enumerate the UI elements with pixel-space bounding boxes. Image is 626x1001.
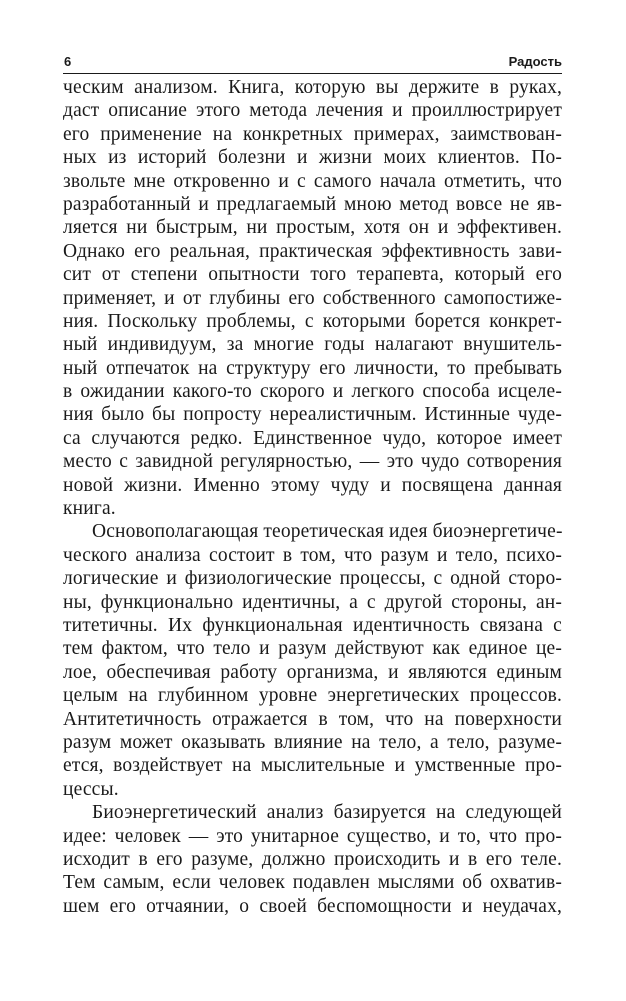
- header-rule: [63, 73, 562, 74]
- text-line: лое, обеспечивая работу организма, и являются единым: [63, 661, 562, 683]
- text-line: ный индивидуум, за многие годы налагают внушитель-: [63, 334, 562, 356]
- text-line: са случаются редко. Единственное чудо, которое имеет: [63, 427, 562, 449]
- text-line: место с завидной регулярностью, — это чудо сотворения: [63, 451, 562, 473]
- text-line: Антитетичность отражается в том, что на поверхности: [63, 708, 562, 730]
- text-line: цессы.: [63, 778, 119, 800]
- text-line: применяет, и от глубины его собственного самопостиже-: [63, 287, 562, 309]
- text-line: исходит в его разуме, должно происходить и в его теле.: [63, 848, 562, 870]
- text-line: сит от степени опытности того терапевта, который его: [63, 264, 562, 286]
- text-line: даст описание этого метода лечения и проиллюстрирует: [63, 100, 562, 122]
- text-line: звольте мне откровенно и с самого начала отметить, что: [63, 170, 562, 192]
- text-line: логические и физиологические процессы, с одной сторо-: [63, 568, 562, 590]
- text-line: Тем самым, если человек подавлен мыслями об охватив-: [63, 872, 562, 894]
- text-line: идее: человек — это унитарное существо, и то, что про-: [63, 825, 562, 847]
- page-number: 6: [64, 54, 72, 69]
- text-line: Основополагающая теоретическая идея биоэнергетиче-: [92, 521, 563, 543]
- text-line: разработанный и предлагаемый мною метод вовсе не яв-: [63, 193, 562, 215]
- text-line: книга.: [63, 498, 116, 520]
- text-line: ческого анализа состоит в том, что разум и тело, психо-: [63, 544, 562, 566]
- text-line: ния было бы попросту нереалистичным. Истинные чуде-: [63, 404, 562, 426]
- text-line: разум может оказывать влияние на тело, а тело, разуме-: [63, 731, 562, 753]
- text-line: ный отпечаток на структуру его личности, то пребывать: [63, 357, 562, 379]
- book-page: [63, 0, 562, 1001]
- body-text: [63, 76, 562, 918]
- running-head: [63, 54, 562, 72]
- text-line: ния. Поскольку проблемы, с которыми борется конкрет-: [63, 310, 562, 332]
- text-line: ческим анализом. Книга, которую вы держите в руках,: [63, 77, 562, 98]
- text-line: тем фактом, что тело и разум действуют как единое це-: [63, 638, 562, 660]
- text-line: шем его отчаянии, о своей беспомощности и неудачах,: [63, 895, 562, 917]
- text-line: новой жизни. Именно этому чуду и посвящена данная: [63, 474, 562, 496]
- text-line: Однако его реальная, практическая эффективность зави-: [63, 240, 562, 262]
- section-title: Радость: [508, 54, 562, 69]
- text-line: ляется ни быстрым, ни простым, хотя он и эффективен.: [63, 217, 562, 239]
- text-line: в ожидании какого-то скорого и легкого способа исцеле-: [63, 381, 562, 403]
- text-line: его применение на конкретных примерах, заимствован-: [63, 123, 562, 145]
- text-line: ных из историй болезни и жизни моих клиентов. По-: [63, 147, 562, 169]
- text-line: целым на глубинном уровне энергетических процессов.: [63, 685, 562, 707]
- text-line: титетичны. Их функциональная идентичность связана с: [63, 614, 562, 636]
- text-line: ны, функционально идентичны, а с другой стороны, ан-: [63, 591, 562, 613]
- text-line: Биоэнергетический анализ базируется на следующей: [92, 802, 562, 824]
- text-line: ется, воздействует на мыслительные и умственные про-: [63, 755, 562, 777]
